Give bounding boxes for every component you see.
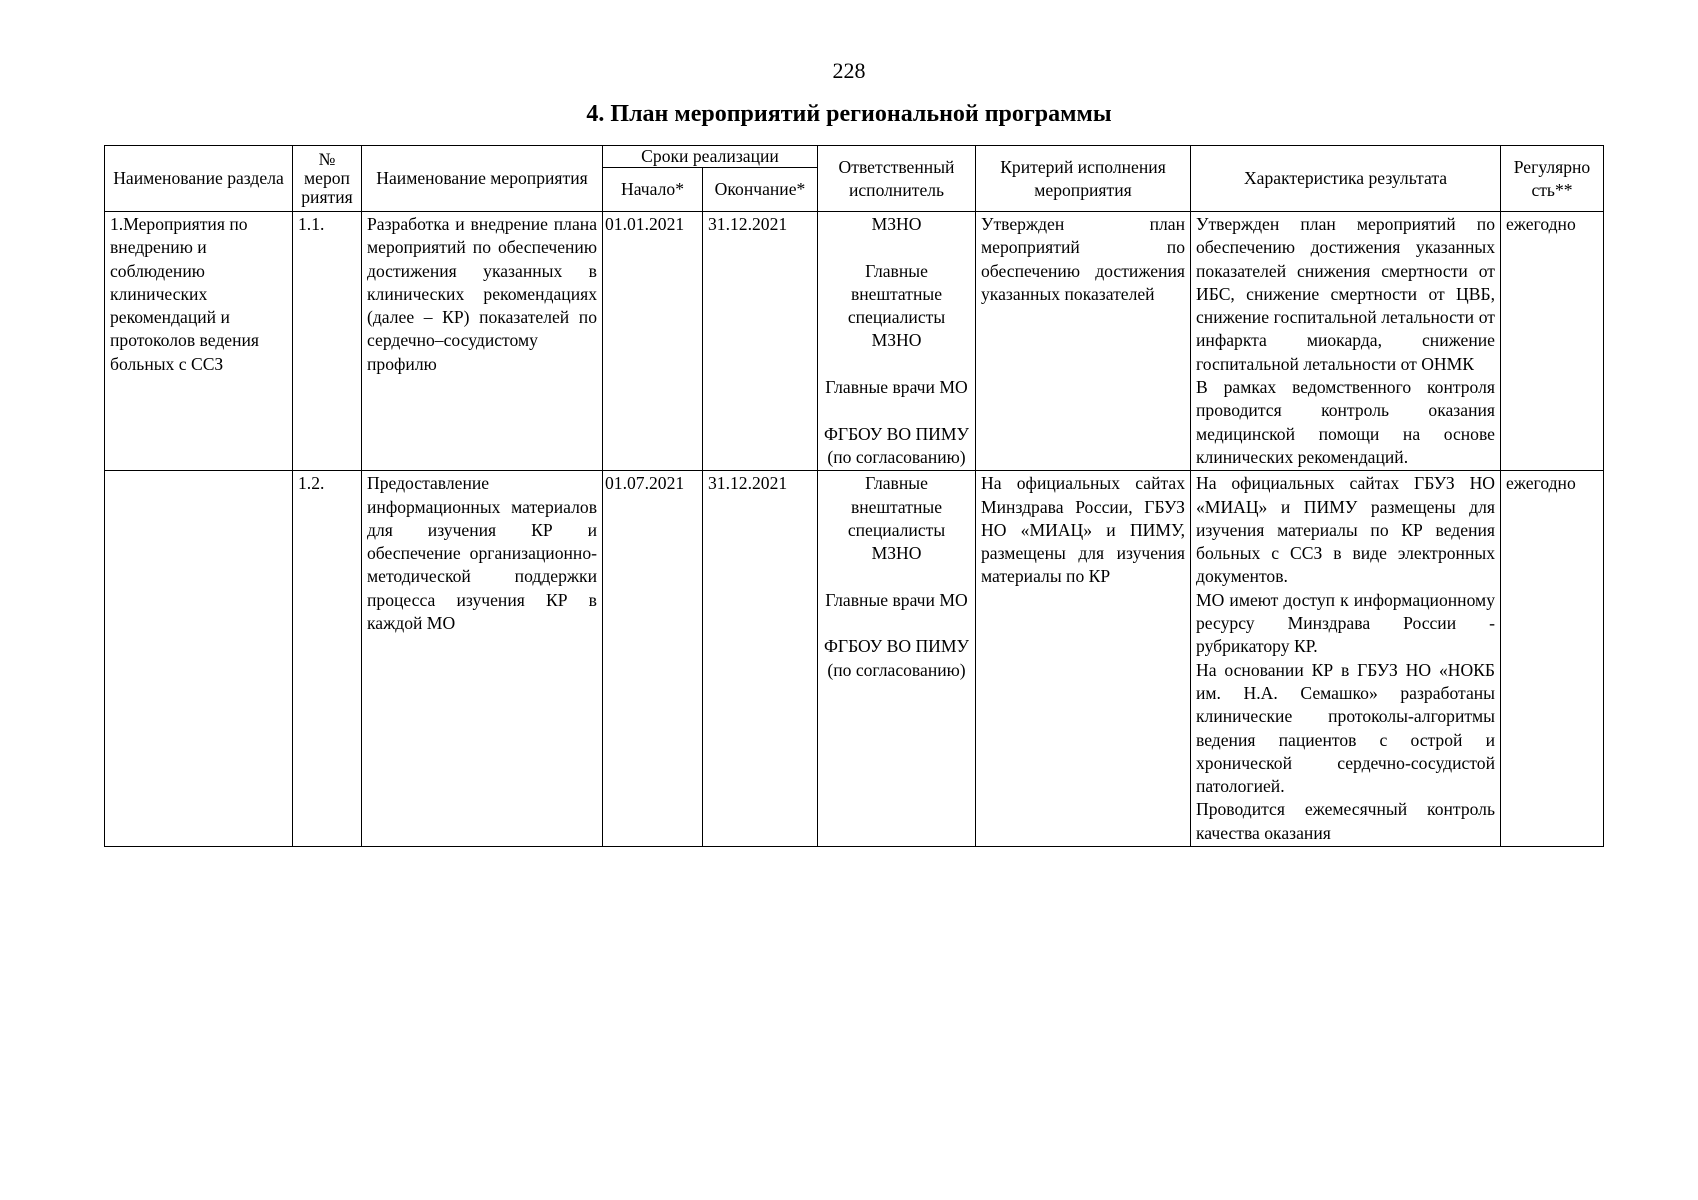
end-date-cell: 31.12.2021 bbox=[703, 212, 818, 471]
end-date-cell: 31.12.2021 bbox=[703, 471, 818, 847]
result-paragraph: На официальных сайтах ГБУЗ НО «МИАЦ» и ПИМУ размещены для изучения материалы по КР ведения больных с ССЗ в виде электронных документов. bbox=[1196, 473, 1495, 587]
page-title: 4. План мероприятий региональной программы bbox=[586, 101, 1112, 127]
header-start: Начало* bbox=[603, 168, 703, 212]
responsible-item: Главные врачи МО bbox=[825, 589, 968, 610]
result-paragraph: Проводится ежемесячный контроль качества оказания bbox=[1196, 799, 1495, 843]
plan-table bbox=[104, 145, 1604, 847]
responsible-item: МЗНО bbox=[871, 214, 922, 234]
criterion-cell: На официальных сайтах Минздрава России, ГБУЗ НО «МИАЦ» и ПИМУ, размещены для изучения материалы по КР bbox=[976, 471, 1191, 847]
section-cell: 1.Мероприятия по внедрению и соблюдению клинических рекомендаций и протоколов ведения больных с ССЗ bbox=[105, 212, 293, 471]
header-result: Характеристика результата bbox=[1191, 146, 1501, 212]
responsible-cell bbox=[818, 212, 976, 471]
header-event-name: Наименование мероприятия bbox=[362, 146, 603, 212]
responsible-cell bbox=[818, 471, 976, 847]
responsible-item: Главные внештатные специалисты МЗНО bbox=[847, 260, 946, 351]
start-date-cell: 01.01.2021 bbox=[603, 212, 703, 471]
criterion-cell: Утвержден план мероприятий по обеспечению достижения указанных показателей bbox=[976, 212, 1191, 471]
event-name-cell: Разработка и внедрение плана мероприятий по обеспечению достижения указанных в клинических рекомендациях (далее – КР) показателей по сердечно–сосудистому профилю bbox=[362, 212, 603, 471]
responsible-item: Главные внештатные специалисты МЗНО bbox=[847, 473, 946, 564]
responsible-item: ФГБОУ ВО ПИМУ (по согласованию) bbox=[824, 423, 969, 467]
page-number: 228 bbox=[832, 58, 866, 83]
event-no-cell: 1.2. bbox=[293, 471, 362, 847]
result-paragraph: В рамках ведомственного контроля проводится контроль оказания медицинской помощи на основе клинических рекомендаций. bbox=[1196, 377, 1495, 467]
section-cell bbox=[105, 471, 293, 847]
header-section-name: Наименование раздела bbox=[105, 146, 293, 212]
event-no-cell: 1.1. bbox=[293, 212, 362, 471]
regularity-cell: ежегодно bbox=[1501, 471, 1604, 847]
result-paragraph: Утвержден план мероприятий по обеспечению достижения указанных показателей снижения смертности от ИБС, снижение смертности от ЦВБ, снижение госпитальной летальности от инфаркта миокарда, снижение госпитальной летальности от ОНМК bbox=[1196, 214, 1495, 374]
header-end: Окончание* bbox=[703, 168, 818, 212]
table-row bbox=[105, 471, 1604, 847]
header-event-no: № мероп риятия bbox=[293, 146, 362, 212]
event-name-cell: Предоставление информационных материалов для изучения КР и обеспечение организационно-методической поддержки процесса изучения КР в каждой МО bbox=[362, 471, 603, 847]
regularity-cell: ежегодно bbox=[1501, 212, 1604, 471]
responsible-item: Главные врачи МО bbox=[825, 377, 968, 398]
header-criterion: Критерий исполнения мероприятия bbox=[976, 146, 1191, 212]
header-regularity: Регулярно сть** bbox=[1501, 146, 1604, 212]
responsible-item: ФГБОУ ВО ПИМУ (по согласованию) bbox=[824, 636, 969, 680]
result-paragraph: На основании КР в ГБУЗ НО «НОКБ им. Н.А. Семашко» разработаны клинические протоколы-алгоритмы ведения пациентов с острой и хронической сердечно-сосудистой патологией. bbox=[1196, 659, 1495, 797]
start-date-cell: 01.07.2021 bbox=[603, 471, 703, 847]
result-paragraph: МО имеют доступ к информационному ресурсу Минздрава России - рубрикатору КР. bbox=[1196, 589, 1495, 657]
header-responsible: Ответственный исполнитель bbox=[818, 146, 976, 212]
header-dates: Сроки реализации bbox=[603, 146, 818, 168]
result-cell bbox=[1191, 212, 1501, 471]
result-cell bbox=[1191, 471, 1501, 847]
table-row bbox=[105, 212, 1604, 471]
